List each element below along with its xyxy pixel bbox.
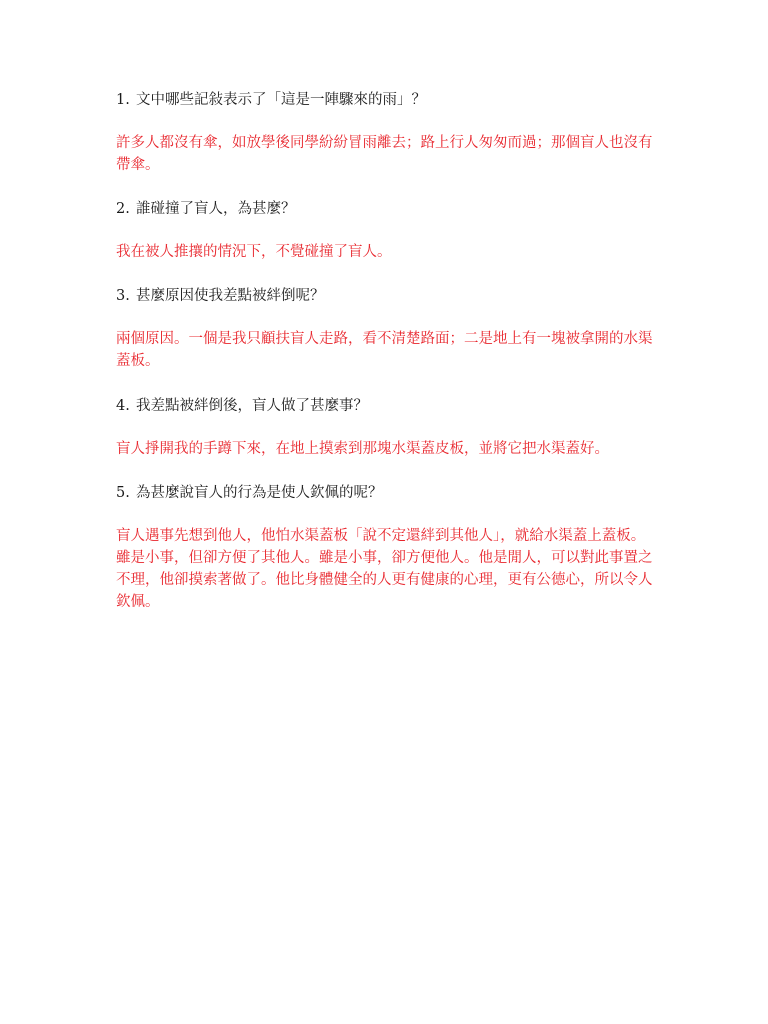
- question-2: [116, 198, 656, 220]
- question-3-text: 甚麼原因使我差點被絆倒呢？: [136, 288, 325, 304]
- question-2-number: 2.: [116, 201, 130, 217]
- question-5: [116, 482, 656, 504]
- answer-1: 許多人都沒有傘，如放學後同學紛紛冒雨離去；路上行人匆匆而過；那個盲人也沒有帶傘。: [116, 135, 653, 173]
- question-1-text: 文中哪些記敍表示了「這是一陣驟來的雨」？: [136, 92, 426, 108]
- question-4: [116, 395, 656, 417]
- question-3: [116, 285, 656, 307]
- question-1: [116, 89, 656, 111]
- question-2-text: 誰碰撞了盲人，為甚麼？: [136, 201, 296, 217]
- question-4-number: 4.: [116, 398, 130, 414]
- answer-5: 盲人遇事先想到他人，他怕水渠蓋板「說不定還絆到其他人」，就給水渠蓋上蓋板。雖是小事，但卻方便了其他人。雖是小事，卻方便他人。他是閒人，可以對此事置之不理，他卻摸索著做了。他比身體健全的人更有健康的心理，更有公德心，所以令人欽佩。: [116, 528, 653, 610]
- question-5-number: 5.: [116, 485, 130, 501]
- question-1-number: 1.: [116, 92, 130, 108]
- question-5-text: 為甚麼說盲人的行為是使人欽佩的呢？: [136, 485, 383, 501]
- answer-2: 我在被人推攘的情況下，不覺碰撞了盲人。: [116, 244, 392, 260]
- question-4-text: 我差點被絆倒後，盲人做了甚麼事？: [136, 398, 368, 414]
- question-3-number: 3.: [116, 288, 130, 304]
- answer-3: 兩個原因。一個是我只顧扶盲人走路，看不清楚路面；二是地上有一塊被拿開的水渠蓋板。: [116, 331, 653, 369]
- answer-4: 盲人掙開我的手蹲下來，在地上摸索到那塊水渠蓋皮板，並將它把水渠蓋好。: [116, 441, 609, 457]
